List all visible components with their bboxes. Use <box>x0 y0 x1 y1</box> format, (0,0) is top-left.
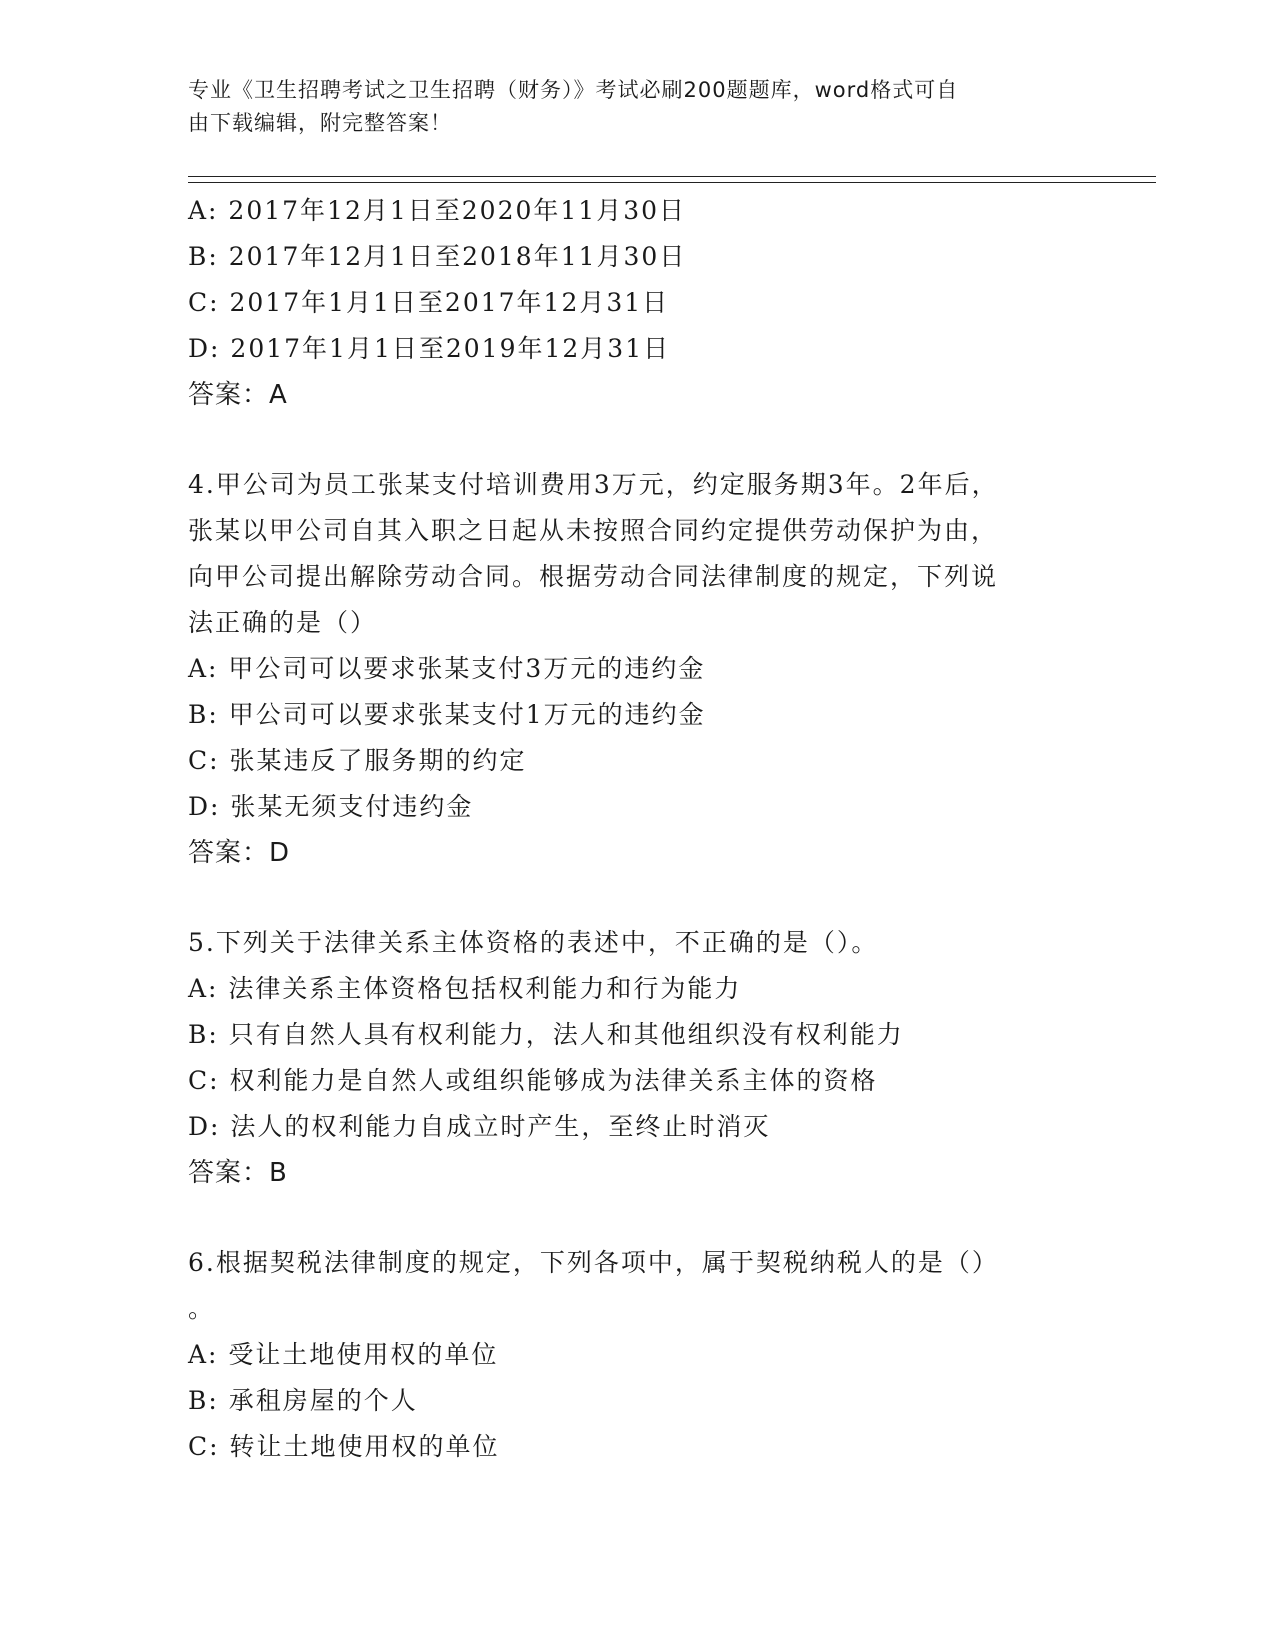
question-4 <box>188 462 1088 876</box>
header-rule-bottom <box>188 182 1156 183</box>
option-b: B: 承租房屋的个人 <box>188 1386 418 1415</box>
option-d: D: 法人的权利能力自成立时产生，至终止时消灭 <box>188 1112 771 1141</box>
document-header <box>188 74 1088 140</box>
option-d: D: 2017年1月1日至2019年12月31日 <box>188 334 671 363</box>
question-5 <box>188 920 1088 1196</box>
question-stem-line: 。 <box>188 1294 216 1323</box>
question-stem-line: 向甲公司提出解除劳动合同。根据劳动合同法律制度的规定，下列说 <box>188 562 999 591</box>
option-c: C: 张某违反了服务期的约定 <box>188 746 527 775</box>
option-a: A: 2017年12月1日至2020年11月30日 <box>188 196 687 225</box>
answer: 答案：A <box>188 380 288 410</box>
question-stem-line: 法正确的是（） <box>188 608 378 637</box>
answer: 答案：D <box>188 838 291 868</box>
question-stem-line: 5.下列关于法律关系主体资格的表述中，不正确的是（）。 <box>188 928 879 957</box>
option-b: B: 2017年12月1日至2018年11月30日 <box>188 242 687 271</box>
option-c: C: 2017年1月1日至2017年12月31日 <box>188 288 670 317</box>
question-stem-line: 张某以甲公司自其入职之日起从未按照合同约定提供劳动保护为由， <box>188 516 999 545</box>
option-b: B: 甲公司可以要求张某支付1万元的违约金 <box>188 700 706 729</box>
option-a: A: 受让土地使用权的单位 <box>188 1340 499 1369</box>
header-line-1: 专业《卫生招聘考试之卫生招聘（财务）》考试必刷200题题库，word格式可自 <box>188 78 959 102</box>
header-rule-top <box>188 176 1156 177</box>
option-b: B: 只有自然人具有权利能力，法人和其他组织没有权利能力 <box>188 1020 904 1049</box>
question-stem-line: 4.甲公司为员工张某支付培训费用3万元，约定服务期3年。2年后， <box>188 470 999 499</box>
question-stem-line: 6.根据契税法律制度的规定，下列各项中，属于契税纳税人的是（） <box>188 1248 999 1277</box>
option-c: C: 转让土地使用权的单位 <box>188 1432 500 1461</box>
question-3 <box>188 188 1088 418</box>
spacer <box>188 1196 1088 1240</box>
option-c: C: 权利能力是自然人或组织能够成为法律关系主体的资格 <box>188 1066 878 1095</box>
option-a: A: 法律关系主体资格包括权利能力和行为能力 <box>188 974 742 1003</box>
spacer <box>188 876 1088 920</box>
option-d: D: 张某无须支付违约金 <box>188 792 474 821</box>
question-6 <box>188 1240 1088 1470</box>
answer: 答案：B <box>188 1158 288 1188</box>
option-a: A: 甲公司可以要求张某支付3万元的违约金 <box>188 654 706 683</box>
question-list <box>188 188 1088 1470</box>
header-line-2: 由下载编辑，附完整答案！ <box>188 111 452 135</box>
spacer <box>188 418 1088 462</box>
